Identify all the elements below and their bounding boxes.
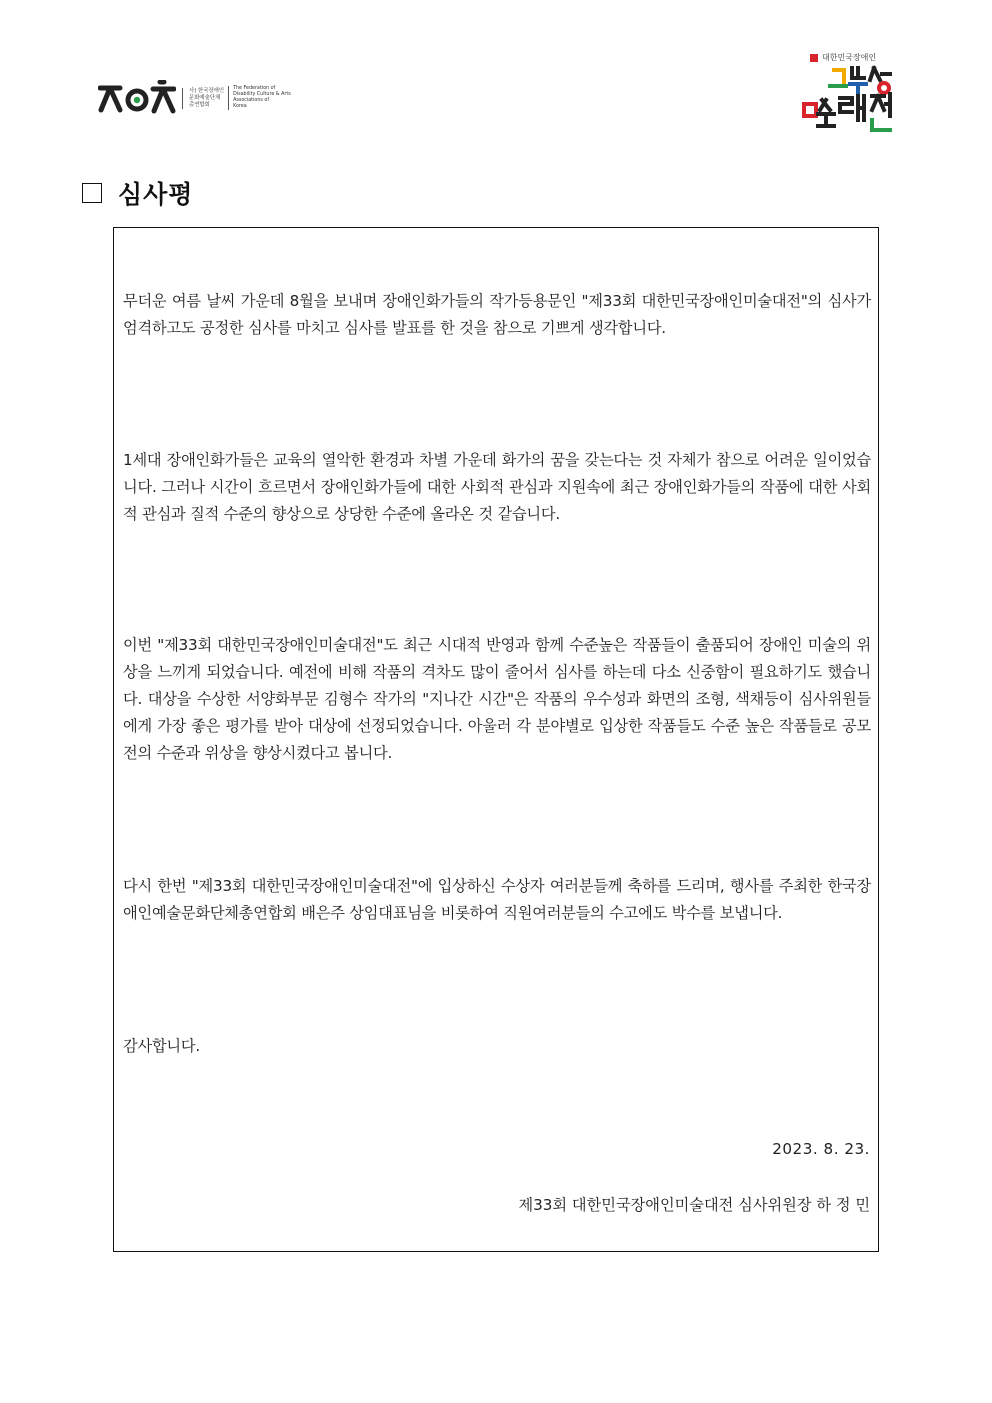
- federation-name-en: The Federation of Disability Culture & Arts Associations of Korea: [228, 86, 291, 110]
- red-square-icon: [810, 54, 818, 62]
- checkbox-square-icon: [82, 183, 102, 203]
- review-paragraph: 1세대 장애인화가들은 교육의 열악한 환경과 차별 가운데 화가의 꿈을 갖는다는 것 자체가 참으로 어려운 일이었습니다. 그러나 시간이 흐르면서 장애인화가들에 대한 사회적 관심과 지원속에 최근 장애인화가들의 작품에 대한 사회적 관심과 질적 수준의 향상으로 상당한 수준에 올라온 것 같습니다.: [123, 451, 871, 523]
- review-box: [113, 227, 879, 1252]
- review-closing: 감사합니다.: [123, 1037, 200, 1055]
- review-date: 2023. 8. 23.: [772, 1140, 870, 1158]
- page-title-text: 심사평: [118, 180, 194, 209]
- review-paragraph: 다시 한번 "제33회 대한민국장애인미술대전"에 입상하신 수상자 여러분들께 축하를 드리며, 행사를 주최한 한국장애인예술문화단체총연합회 배은주 상임대표님을 비롯하여 직원여러분들의 수고에도 박수를 보냅니다.: [123, 877, 871, 922]
- federation-logo: [98, 78, 291, 118]
- review-signer: 제33회 대한민국장애인미술대전 심사위원장 하 정 민: [518, 1196, 870, 1214]
- art-exhibition-logo: [800, 52, 910, 136]
- federation-name-ko: 사) 한국장애인 문화예술단체 총연합회: [182, 88, 224, 109]
- review-paragraph: 이번 "제33회 대한민국장애인미술대전"도 최근 시대적 반영과 함께 수준높은 작품들이 출품되어 장애인 미술의 위상을 느끼게 되었습니다. 예전에 비해 작품의 격차도 많이 줄어서 심사를 하는데 다소 신중함이 필요하기도 했습니다. 대상을 수상한 서양화부문 김형수 작가의 "지나간 시간"은 작품의 우수성과 화면의 조형, 색채등이 심사위원들에게 가장 좋은 평가를 받아 대상에 선정되었습니다. 아울러 각 분야별로 입상한 작품들도 수준 높은 작품들로 공모전의 수준과 위상을 향상시켰다고 봅니다.: [123, 636, 871, 762]
- page-title: [82, 175, 193, 211]
- federation-logo-mark-icon: [98, 80, 176, 116]
- exhibition-logo-mark-icon: [800, 64, 910, 138]
- review-paragraph: 무더운 여름 날씨 가운데 8월을 보내며 장애인화가들의 작가등용문인 "제33회 대한민국장애인미술대전"의 심사가 엄격하고도 공정한 심사를 마치고 심사를 발표를 한 것을 참으로 기쁘게 생각합니다.: [123, 292, 871, 337]
- exhibition-logo-label: 대한민국장애인: [822, 53, 877, 62]
